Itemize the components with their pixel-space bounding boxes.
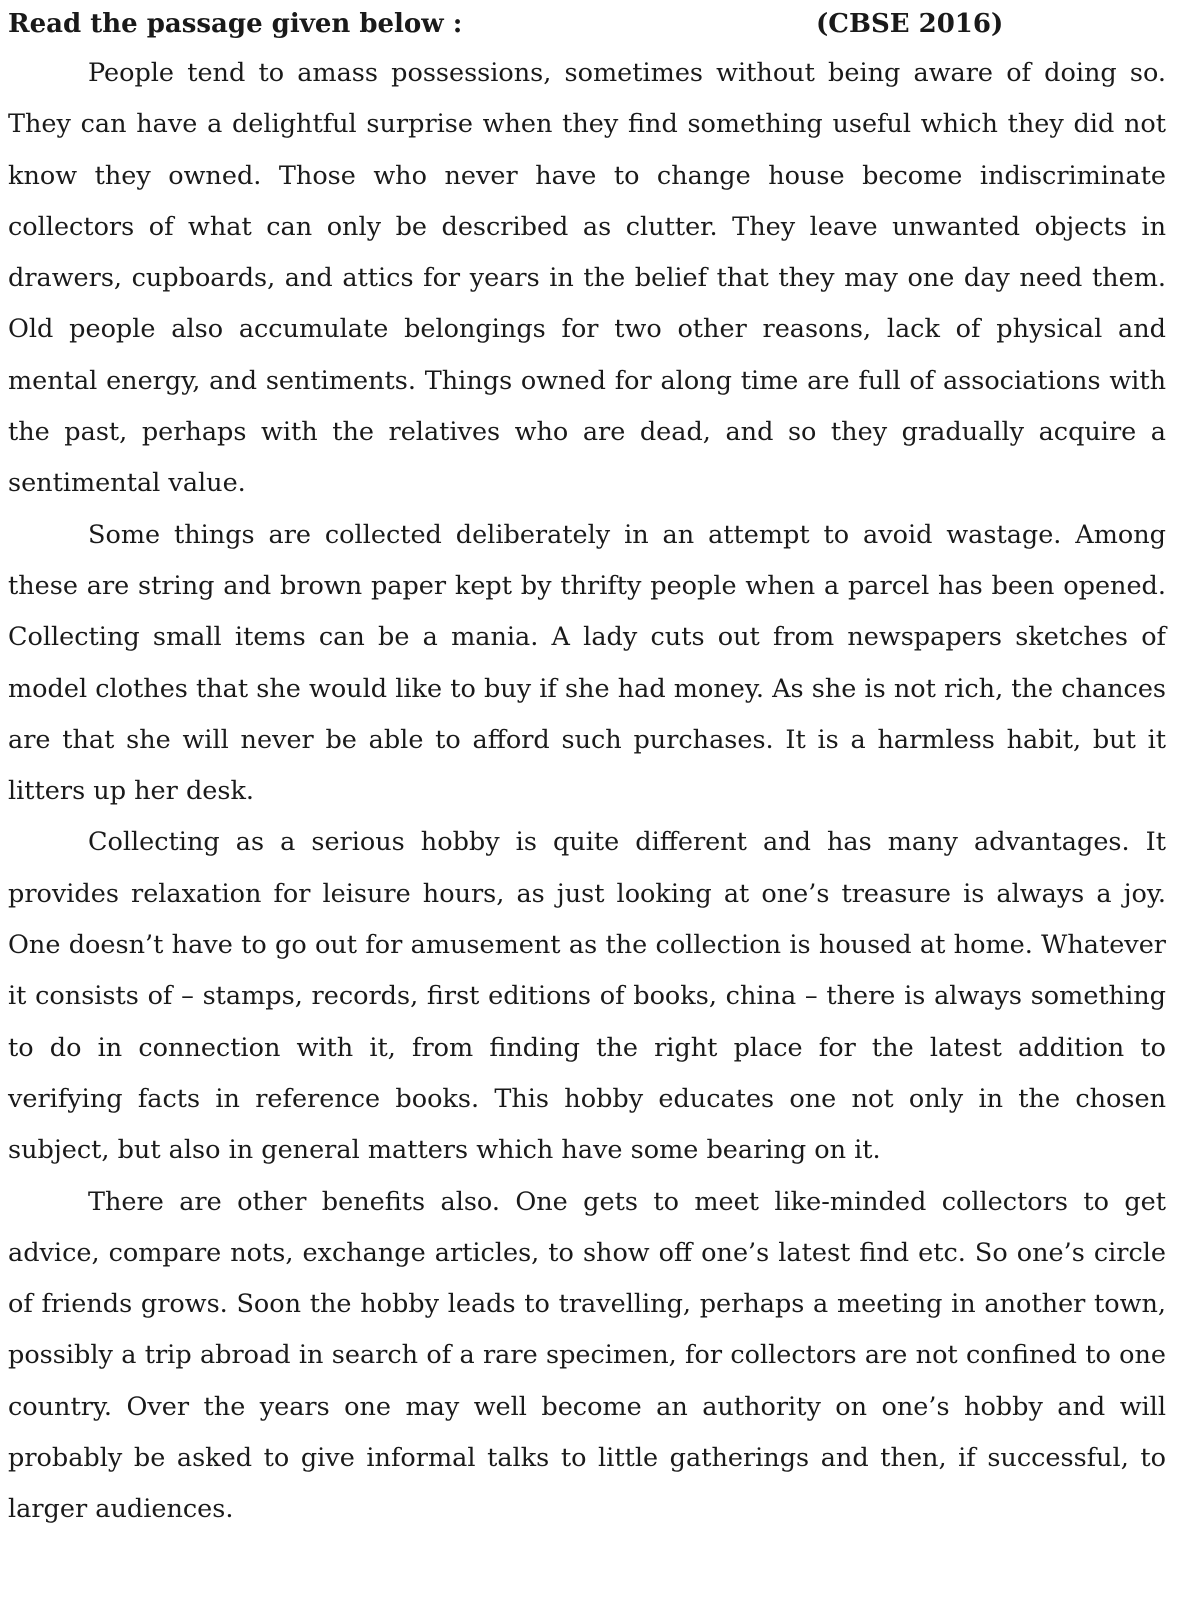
source-label: (CBSE 2016) bbox=[816, 9, 1004, 39]
passage-paragraph-1: People tend to amass possessions, sometimes without being aware of doing so. They can have a delightful surprise when they find something useful which they did not know they owned. Those who never have to change house become indiscriminate collectors of what can only be described as clutter. They leave unwanted objects in drawers, cupboards, and attics for years in the belief that they may one day need them. Old people also accumulate belongings for two other reasons, lack of physical and mental energy, and sentiments. Things owned for along time are full of associations with the past, perhaps with the relatives who are dead, and so they gradually acquire a sentimental value. bbox=[8, 58, 1166, 499]
instruction-heading: Read the passage given below : bbox=[8, 9, 463, 39]
heading-row bbox=[8, 0, 1166, 48]
passage bbox=[8, 48, 1166, 1536]
passage-paragraph-4: There are other benefits also. One gets to meet like-minded collectors to get advice, compare nots, exchange articles, to show off one’s latest find etc. So one’s circle of friends grows. Soon the hobby leads to travelling, perhaps a meeting in another town, possibly a trip abroad in search of a rare specimen, for collectors are not confined to one country. Over the years one may well become an authority on one’s hobby and will probably be asked to give informal talks to little gatherings and then, if successful, to larger audiences. bbox=[8, 1186, 1166, 1525]
document-page bbox=[8, 0, 1166, 1536]
passage-paragraph-2: Some things are collected deliberately in an attempt to avoid wastage. Among these are string and brown paper kept by thrifty people when a parcel has been opened. Collecting small items can be a mania. A lady cuts out from newspapers sketches of model clothes that she would like to buy if she had money. As she is not rich, the chances are that she will never be able to afford such purchases. It is a harmless habit, but it litters up her desk. bbox=[8, 519, 1166, 807]
passage-paragraph-3: Collecting as a serious hobby is quite different and has many advantages. It provides relaxation for leisure hours, as just looking at one’s treasure is always a joy. One doesn’t have to go out for amusement as the collection is housed at home. Whatever it consists of – stamps, records, first editions of books, china – there is always something to do in connection with it, from finding the right place for the latest addition to verifying facts in reference books. This hobby educates one not only in the chosen subject, but also in general matters which have some bearing on it. bbox=[8, 827, 1166, 1166]
